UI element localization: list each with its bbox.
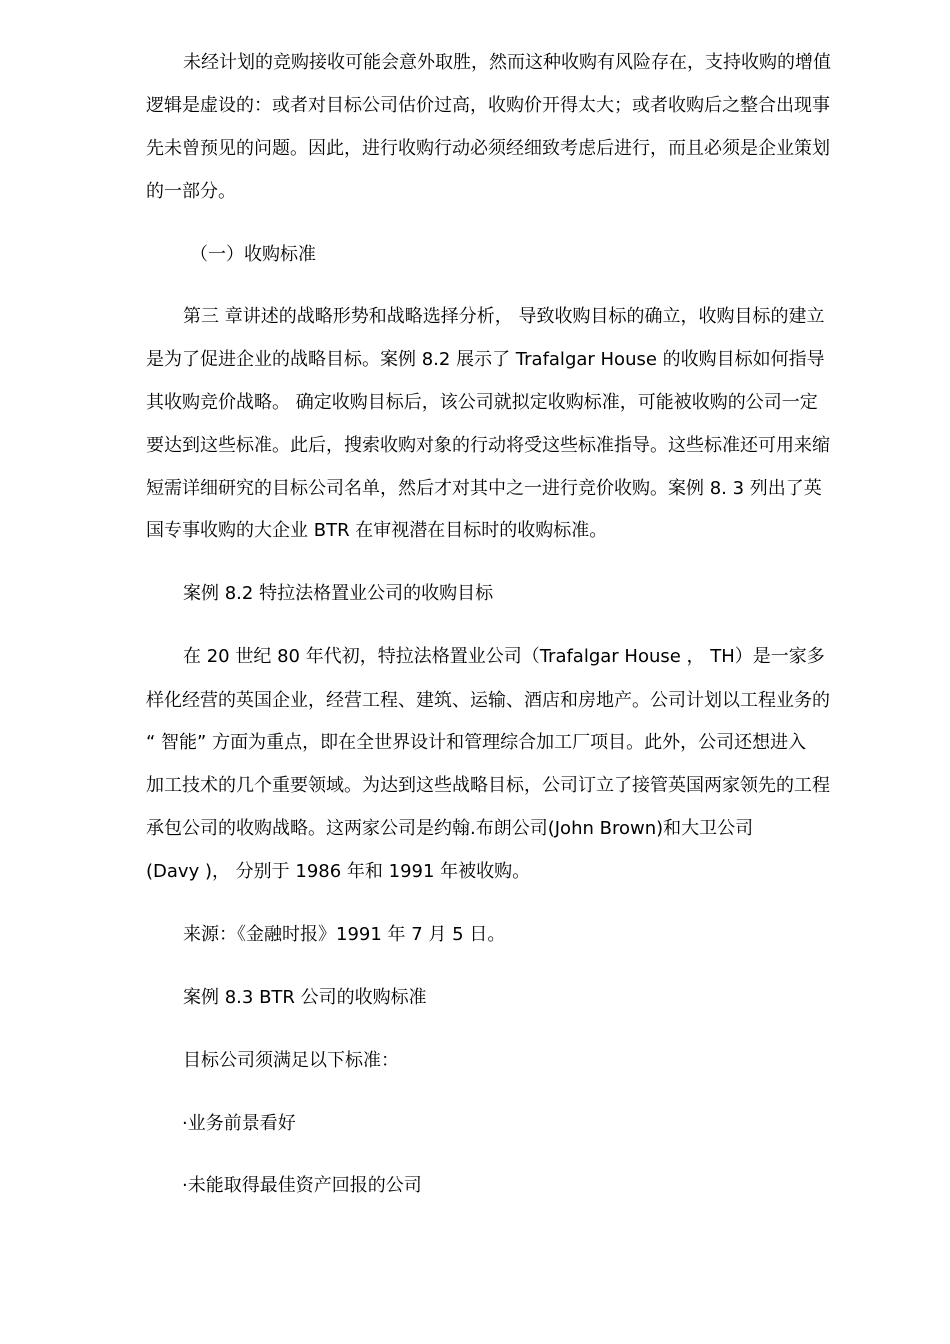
criteria-item-2: ·未能取得最佳资产回报的公司 <box>182 1175 422 1196</box>
paragraph-3-line-3: “ 智能” 方面为重点，即在全世界设计和管理综合加工厂项目。此外，公司还想进入 <box>146 732 807 753</box>
paragraph-2-line-2: 是为了促进企业的战略目标。案例 8.2 展示了 Trafalgar House 的收购目标如何指导 <box>146 349 825 370</box>
criteria-item-1: ·业务前景看好 <box>182 1113 296 1134</box>
paragraph-2-line-6: 国专事收购的大企业 BTR 在审视潜在目标时的收购标准。 <box>146 520 608 541</box>
paragraph-1-line-2: 逻辑是虚设的：或者对目标公司估价过高，收购价开得太大；或者收购后之整合出现事 <box>146 95 830 116</box>
paragraph-3-line-2: 样化经营的英国企业，经营工程、建筑、运输、酒店和房地产。公司计划以工程业务的 <box>146 690 830 711</box>
paragraph-3-line-1: 在 20 世纪 80 年代初，特拉法格置业公司（Trafalgar House ， TH）是一家多 <box>183 646 825 667</box>
case-8-3-title: 案例 8.3 BTR 公司的收购标准 <box>183 987 427 1008</box>
paragraph-1-line-3: 先未曾预见的问题。因此，进行收购行动必须经细致考虑后进行，而且必须是企业策划 <box>146 138 830 159</box>
case-8-2-title: 案例 8.2 特拉法格置业公司的收购目标 <box>183 583 494 604</box>
paragraph-2-line-3: 其收购竞价战略。 确定收购目标后，该公司就拟定收购标准，可能被收购的公司一定 <box>146 392 818 413</box>
source-line: 来源：《金融时报》1991 年 7 月 5 日。 <box>183 924 506 945</box>
paragraph-3-line-6: (Davy )， 分别于 1986 年和 1991 年被收购。 <box>146 861 531 882</box>
paragraph-2-line-5: 短需详细研究的目标公司名单，然后才对其中之一进行竞价收购。案例 8. 3 列出了英 <box>146 478 822 499</box>
paragraph-3-line-5: 承包公司的收购战略。这两家公司是约翰.布朗公司(John Brown)和大卫公司 <box>146 818 754 839</box>
paragraph-2-line-4: 要达到这些标准。此后，搜索收购对象的行动将受这些标准指导。这些标准还可用来缩 <box>146 435 830 456</box>
paragraph-1-line-4: 的一部分。 <box>146 181 236 202</box>
paragraph-1-line-1: 未经计划的竞购接收可能会意外取胜，然而这种收购有风险存在，支持收购的增值 <box>183 52 831 73</box>
paragraph-3-line-4: 加工技术的几个重要领域。为达到这些战略目标，公司订立了接管英国两家领先的工程 <box>146 775 830 796</box>
paragraph-2-line-1: 第三 章讲述的战略形势和战略选择分析， 导致收购目标的确立，收购目标的建立 <box>183 306 825 327</box>
criteria-intro: 目标公司须满足以下标准： <box>183 1050 399 1071</box>
section-heading: （一）收购标准 <box>190 244 316 265</box>
